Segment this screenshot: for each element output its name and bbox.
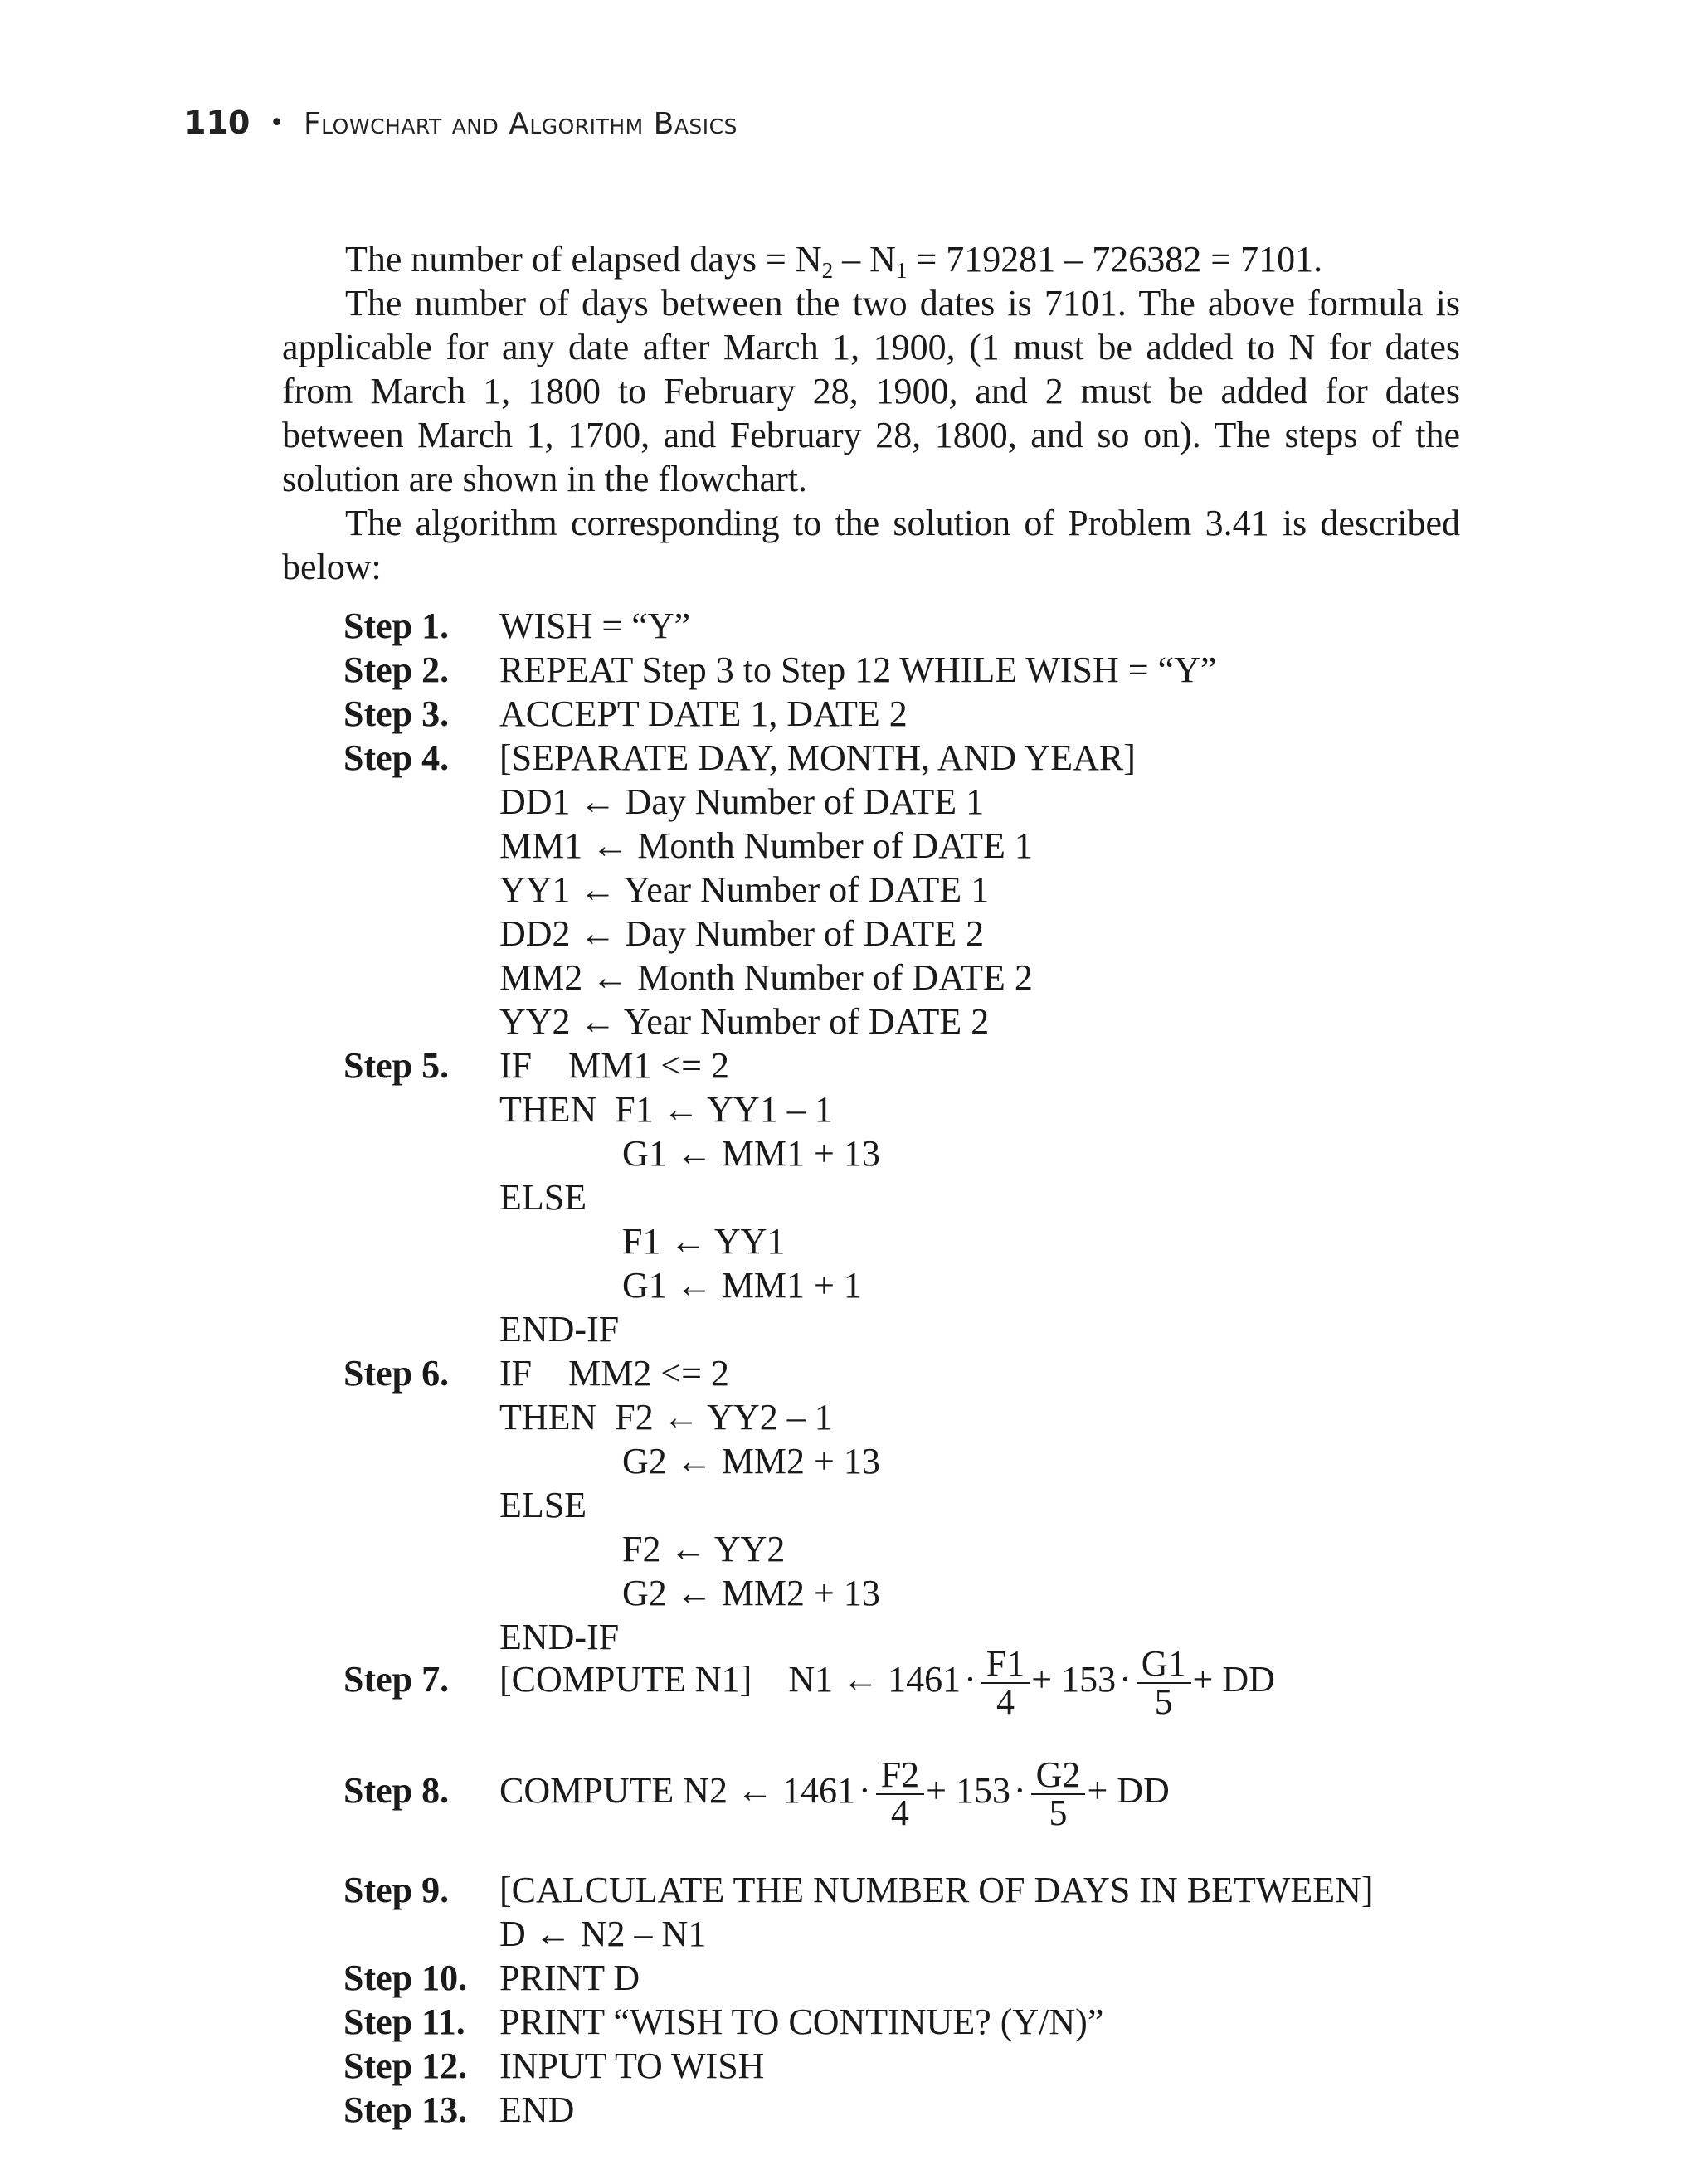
step-9-line-1: D ← N2 – N1 [499,1914,707,1954]
paragraph-elapsed-days: The number of elapsed days = $N_2 - N_1 = 719281 - 726382 = 7101$. [345,239,1323,283]
step-4-line-5: MM2 ← Month Number of DATE 2 [499,957,1033,998]
step-9: Step 9. [CALCULATE THE NUMBER OF DAYS IN BETWEEN] [343,1870,1374,1910]
paragraph-formula-note: The number of days between the two dates is 7101. The above formula is applicable for any date after March 1, 1900, (1 must be added to N for dates from March 1, 1800 to February 28, 1900, and 2 must be added for dates between March 1, 1700, and February 28, 1800, and so on). The steps of the solution are shown in the flowchart. [282,283,1460,499]
step-6: Step 6. IF MM2 <= 2 [343,1353,729,1394]
step-10: Step 10. PRINT D [343,1958,640,1998]
running-head [184,105,738,141]
step-5-g1: G1 ← MM1 + 13 [622,1133,880,1174]
step-12: Step 12. INPUT TO WISH [343,2045,765,2086]
header-bullet: • [269,109,285,138]
fraction-f2-over-4: $\frac{F2}{4}$ [876,1757,924,1831]
step-4-line-6: YY2 ← Year Number of DATE 2 [499,1001,990,1042]
page-number: 110 [184,105,251,141]
step-6-end-if: END-IF [499,1617,620,1657]
step-5-end-if: END-IF [499,1309,620,1350]
step-13: Step 13. END [343,2089,575,2130]
step-6-then: THEN F2 ← YY2 – 1 [499,1397,833,1437]
fraction-g1-over-5: $\frac{G1}{5}$ [1137,1646,1191,1720]
step-6-else: ELSE [499,1485,587,1525]
book-title: Flowchart and Algorithm Basics [303,107,738,141]
step-4-line-2: MM1 ← Month Number of DATE 1 [499,825,1033,866]
step-4-line-1: DD1 ← Day Number of DATE 1 [499,781,985,822]
step-7: Step 7. [COMPUTE N1] N1 ← 1461· $\frac{F1}{4}$ + 153· $\frac{G1}{5}$ + DD [343,1634,1505,1725]
step-8-formula: COMPUTE N2 ← 1461· $\frac{F2}{4}$ + 153· $\frac{G2}{5}$ + DD [499,1754,1170,1833]
step-1: Step 1. WISH = “Y” [343,606,691,646]
fraction-g2-over-5: $\frac{G2}{5}$ [1031,1757,1086,1831]
fraction-f1-over-4: $\frac{F1}{4}$ [981,1646,1030,1720]
step-5-f1-else: F1 ← YY1 [622,1221,786,1262]
step-2: Step 2. REPEAT Step 3 to Step 12 WHILE WISH = “Y” [343,649,1217,690]
step-4-line-3: YY1 ← Year Number of DATE 1 [499,869,990,910]
step-6-g2: G2 ← MM2 + 13 [622,1441,880,1481]
step-6-f2-else: F2 ← YY2 [622,1529,786,1569]
step-6-g2-else: G2 ← MM2 + 13 [622,1573,880,1613]
step-5-then: THEN F1 ← YY1 – 1 [499,1089,833,1130]
step-8: Step 8. COMPUTE N2 ← 1461· $\frac{F2}{4}$ + 153· $\frac{G2}{5}$ + DD [343,1745,1505,1836]
step-5-else: ELSE [499,1177,587,1218]
step-11: Step 11. PRINT “WISH TO CONTINUE? (Y/N)” [343,2002,1104,2042]
step-3: Step 3. ACCEPT DATE 1, DATE 2 [343,693,908,734]
step-7-formula: [COMPUTE N1] N1 ← 1461· $\frac{F1}{4}$ + 153· $\frac{G1}{5}$ + DD [499,1642,1275,1722]
step-5: Step 5. IF MM1 <= 2 [343,1045,729,1086]
step-5-g1-else: G1 ← MM1 + 1 [622,1265,862,1306]
body-text [282,237,1460,589]
paragraph-algorithm-intro: The algorithm corresponding to the solution of Problem 3.41 is described below: [282,503,1460,587]
step-4-line-4: DD2 ← Day Number of DATE 2 [499,913,985,954]
step-4: Step 4. [SEPARATE DAY, MONTH, AND YEAR] [343,737,1136,778]
